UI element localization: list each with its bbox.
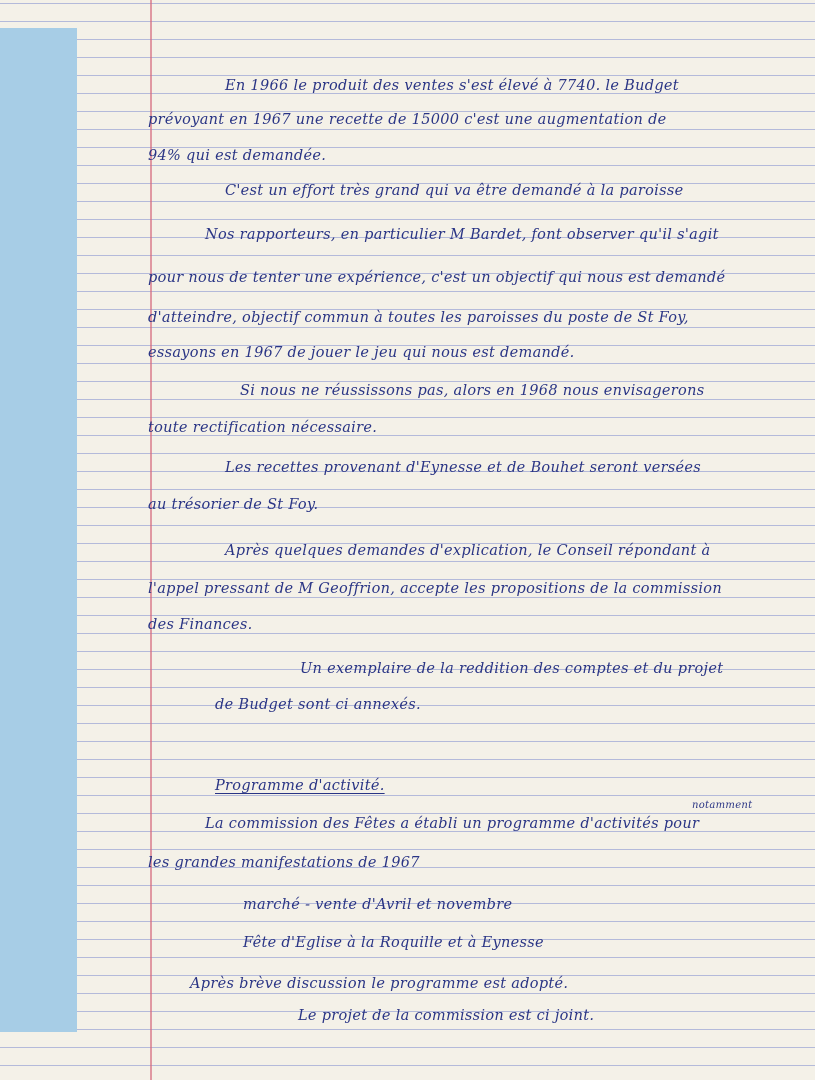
blue-paper-tab [0,28,77,1032]
section-heading: Programme d'activité. [215,778,385,794]
text-line: Si nous ne réussissons pas, alors en 1968 nous envisagerons [240,383,705,399]
text-line: Nos rapporteurs, en particulier M Bardet, font observer qu'il s'agit [205,227,719,243]
text-line: marché - vente d'Avril et novembre [243,897,513,913]
text-line: au trésorier de St Foy. [148,497,319,513]
text-line: Fête d'Eglise à la Roquille et à Eynesse [243,935,544,951]
text-line: C'est un effort très grand qui va être demandé à la paroisse [225,183,684,199]
text-line: Le projet de la commission est ci joint. [298,1008,595,1024]
text-line: des Finances. [148,617,253,633]
text-line: 94% qui est demandée. [148,148,327,164]
text-line: l'appel pressant de M Geoffrion, accepte les propositions de la commission [148,581,722,597]
text-line: En 1966 le produit des ventes s'est élevé à 7740. le Budget [225,78,679,94]
text-line: La commission des Fêtes a établi un programme d'activités pour [205,816,700,832]
text-line: Un exemplaire de la reddition des comptes et du projet [300,661,724,677]
text-line: de Budget sont ci annexés. [215,697,421,713]
inserted-word: notamment [692,800,753,811]
text-line: Après brève discussion le programme est adopté. [190,976,569,992]
text-line: Après quelques demandes d'explication, le Conseil répondant à [225,543,711,559]
text-line: pour nous de tenter une expérience, c'est un objectif qui nous est demandé [148,270,726,286]
text-line: essayons en 1967 de jouer le jeu qui nous est demandé. [148,345,575,361]
text-line: d'atteindre, objectif commun à toutes les paroisses du poste de St Foy, [148,310,689,326]
text-line: toute rectification nécessaire. [148,420,378,436]
text-line: prévoyant en 1967 une recette de 15000 c'est une augmentation de [148,112,667,128]
text-line: Les recettes provenant d'Eynesse et de Bouhet seront versées [225,460,702,476]
text-line: les grandes manifestations de 1967 [148,855,420,871]
